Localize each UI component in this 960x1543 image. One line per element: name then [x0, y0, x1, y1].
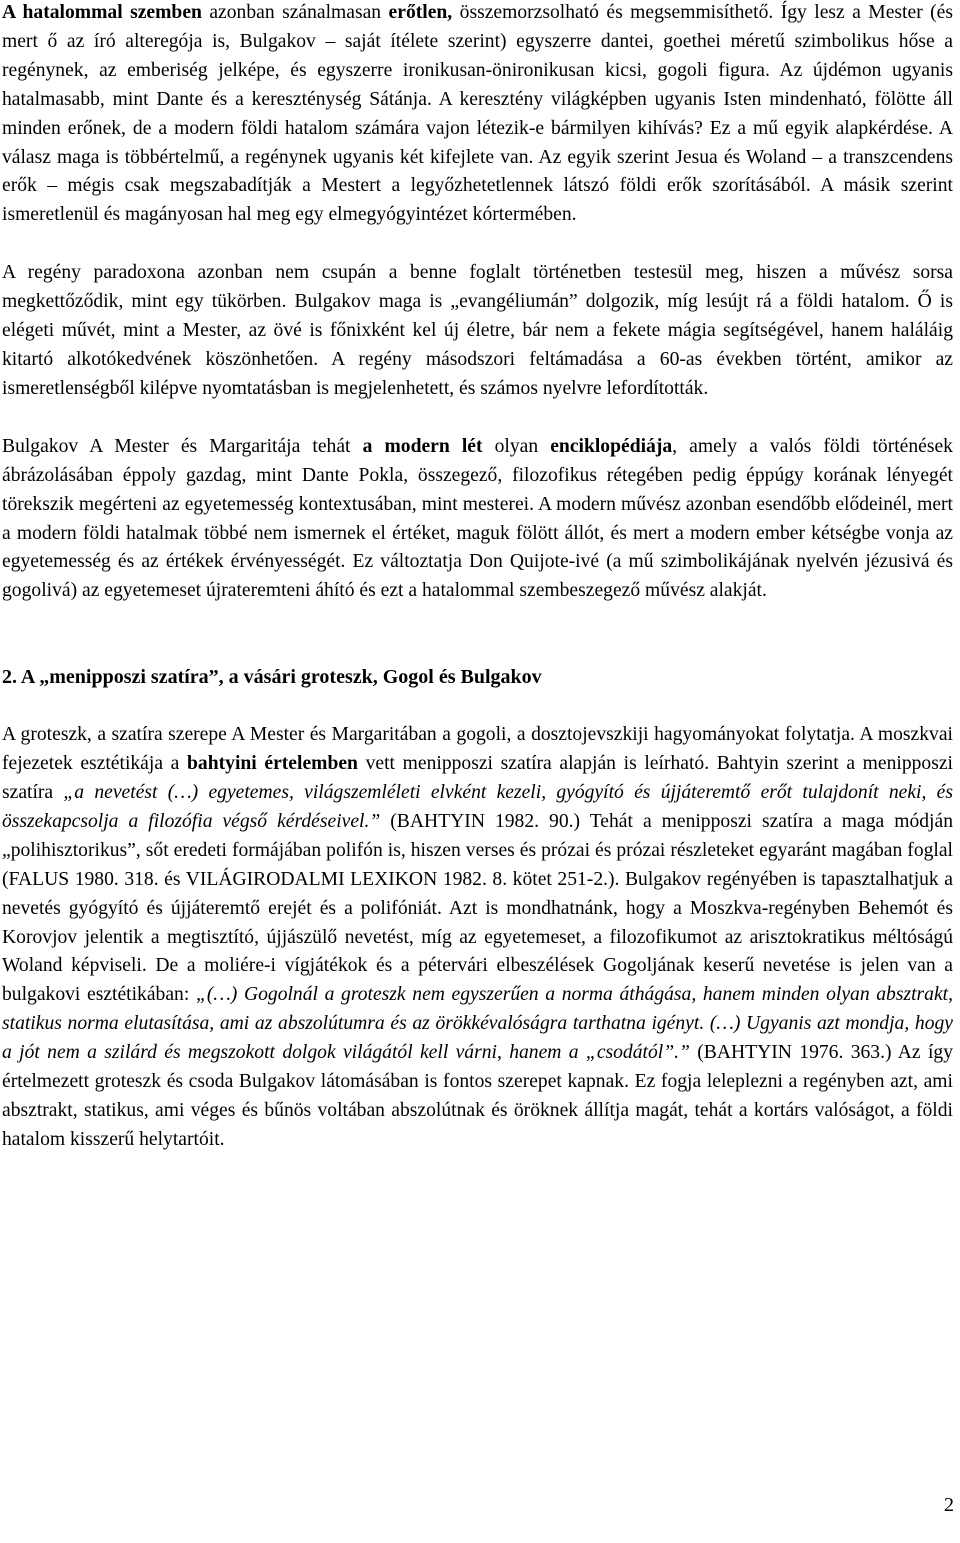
- bold-text: bahtyini értelemben: [187, 753, 358, 775]
- text-span: olyan: [482, 435, 551, 457]
- bold-text: enciklopédiája: [550, 435, 673, 457]
- italic-quote: „a nevetést (…) egyetemes, világszemléleti elvként kezeli, gyógyító és újjáteremtő erőt tulajdonít neki, és összekapcsolja a filozófia végső kérdéseivel.”: [2, 782, 953, 832]
- text-span: azonban szánalmasan: [201, 2, 389, 23]
- text-span: összemorzsolható és megsemmisíthető. Így lesz a Mester (és mert ő az író alteregója is, Bulgakov – saját ítélete szerint) egyszerre dantei, goethei méretű szimbolikus hőse a regénynek, az emberiség jelképe, és egyszerre ironikusan-önironikusan kicsi, gogoli figura. Az újdémon ugyanis hatalmasabb, mint Dante és a kereszténység Sátánja. A keresztény világképben ugyanis Isten mindenható, fölötte áll minden erőnek, de a modern földi hatalom számára vajon létezik-e bármilyen kihívás? Ez a mű egyik alapkérdése. A válasz maga is többértelmű, a regénynek ugyanis két kifejlete van. Az egyik szerint Jesua és Woland – a transzcendens erők – mégis csak megszabadítják a Mestert a legyőzhetetlennek látszó földi erők szorításából. A másik szerint ismeretlenül és magányosan hal meg egy elmegyógyintézet kórtermében.: [2, 2, 954, 226]
- text-span: vett menipposzi szatíra alapján is leírható. Bahtyin szerint a menipposzi szatíra: [2, 753, 953, 804]
- italic-quote: „(…) Gogolnál a groteszk nem egyszerűen a norma áthágása, hanem minden olyan absztrakt, statikus norma elutasítása, ami az abszolútumra és az örökkévalóságra tarthatna igényt. (…) Ugyanis azt mondja, hogy a jót nem a szilárd és megszokott dolgok világától kell várni, hanem a „csodától”.”: [2, 984, 954, 1064]
- text-span: Bulgakov A Mester és Margaritája tehát: [2, 435, 363, 457]
- text-span: (BAHTYIN 1976. 363.) Az így értelmezett groteszk és csoda Bulgakov látomásában is fontos szerepet kapnak. Ez fogja leleplezni a regényben azt, ami absztrakt, statikus, ami véges és bűnös voltában abszolútnak és öröknek állítja magát, tehát a kortárs valóságot, a földi hatalom kisszerű helytartóit.: [2, 1042, 953, 1150]
- paragraph-4: [2, 721, 953, 1155]
- section-heading: 2. A „menipposzi szatíra”, a vásári groteszk, Gogol és Bulgakov: [2, 666, 542, 689]
- paragraph-3: [2, 433, 953, 606]
- bold-text: A hatalommal szemben: [2, 2, 202, 23]
- page-number: 2: [944, 1494, 954, 1516]
- text-span: , amely a valós földi történések ábrázolásában éppoly gazdag, mint Dante Pokla, összegező, filozofikus rétegében pedig éppúgy korának lényegét törekszik megérteni az egyetemesség kontextusában, mint mesterei. A modern művész azonban esendőbb elődeinél, mert a modern földi hatalmak többé nem ismernek el értéket, maguk fölött állót, és mert a modern ember kétségbe vonja az egyetemesség és az értékek érvényességét. Ez változtatja Don Quijote-ivé (a mű szimbolikájának nyelvén jézusivá és gogolivá) az egyetemeset újrateremteni áhító és ezt a hatalommal szembeszegező művész alakját.: [2, 435, 953, 602]
- text-span: A groteszk, a szatíra szerepe A Mester és Margaritában a gogoli, a dosztojevszkiji hagyományokat folytatja. A moszkvai fejezetek esztétikája a: [2, 724, 953, 775]
- paragraph-2: [2, 259, 953, 404]
- bold-text: erőtlen,: [388, 2, 453, 23]
- paragraph-1: [2, 0, 953, 230]
- text-span: (BAHTYIN 1982. 90.) Tehát a menipposzi szatíra a maga módján „polihisztorikus”, sőt eredeti formájában polifón is, hiszen verses és prózai és prózai részleteket egyaránt magában foglal (FALUS 1980. 318. és VILÁGIRODALMI LEXIKON 1982. 8. kötet 251-2.). Bulgakov regényében is tapasztalhatjuk a nevetés gyógyító és újjáteremtő erejét és a polifóniát. Azt is mondhatnánk, hogy a Moszkva-regényben Behemót és Korovjov jelentik a megtisztító, újjászülő nevetést, míg az egyetemeset, a filozofikumot az arisztokratikus méltóságú Woland képviseli. De a moliére-i vígjátékok és a pétervári elbeszélések Gogoljának keserű nevetése is jelen van a bulgakovi esztétikában:: [2, 810, 953, 1006]
- bold-text: a modern lét: [362, 435, 483, 457]
- text-span: A regény paradoxona azonban nem csupán a benne foglalt történetben testesül meg, hiszen a művész sorsa megkettőződik, mint egy tükörben. Bulgakov maga is „evangéliumán” dolgozik, míg lesújt rá a földi hatalom. Ő is elégeti művét, mint a Mester, az övé is főnixként kel új életre, bár nem a fekete mágia segítségével, hanem haláláig kitartó alkotókedvének köszönhetően. A regény másodszori feltámadása a 60-as években történt, amikor az ismeretlenségből kilépve nyomtatásban is megjelenhetett, és számos nyelvre lefordították.: [2, 262, 953, 399]
